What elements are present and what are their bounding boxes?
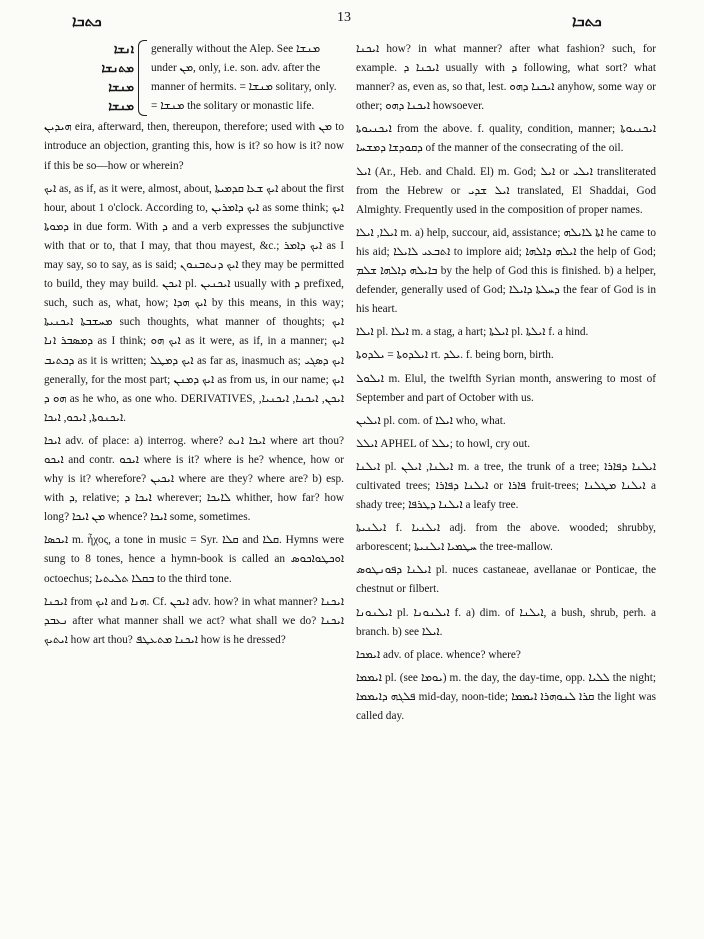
brace-form: ܐܢܫܐ: [113, 42, 134, 56]
dictionary-entry: ܐܝܟ as, as if, as it were, almost, about, ܐܝܟ ܫܥܐ ܩܕܡܝܬܐ about the first hour, about 1 o'clock. According to, ܐܝܟ ܕܐܡܪܝܢ as some think; ܐܝܟ ܕܡܘܬܐ in due form. With ܕ and a verb expresses the subjunctive with that or to, that I may, that thou mayest, &c.; ܐܝܟ ܕܐܡܪ as I may say, so to say, as is said; ܐܝܟ ܕܢܬܒܢܘܢ they may be permitted to build, they may build. ܐܝܟܢ pl. ܐܝܟܢܝܢ usually with ܕ prefixed, such, such as, what, how; ܐܝܟ ܗܕܐ by this means, in this way; ܡܚܫܒܬܐ ܐܝܟܢܝܬܐ such thoughts, what manner of thoughts; ܐܝܟ ܕܡܣܒܪ ܐܢܐ as I think; ܐܝܟ ܗܘ as it were, as if, in a manner; ܐܝܟ ܕܟܬܝܒ as it is written; ܐܝܟ ܕܡܛܠ as far as, inasmuch as; ܐܝܟ ܕܣܓܝ generally, for the most part; ܐܝܟ ܕܡܢܢ as from us, in our name; ܐܝܟ ܗܘ ܕ as he who, as one who. DERIVATIVES, ܐܝܟܢ, ܐܝܟܢܐ, ܐܝܟܢܝܐ, ܐܝܟܢܘܬܐ, ܐܝܟܘ, ܐܝܟܐ.: [44, 182, 345, 424]
dictionary-entry: ܐܝܠܢܐ pl. ܐܝܠܢܐ, ܐܝܠܢ m. a tree, the trunk of a tree; ܐܝܠܢܐ ܕܦܐܪܐ cultivated trees; ܐܝܠܢܐ ܕܦܐܪܐ or ܦܐܪܐ fruit-trees; ܐܝܠܢܐ ܡܛܠܢܐ a shady tree; ܐܝܠܢܐ ܕܛܪܦܐ a leafy tree.: [356, 460, 656, 512]
brace-description: generally without the Alep. See ܡܢܫܐ under ܡܢ, only, i.e. son. adv. after the manner of hermits. = ܡܢܫܐ solitary, only. = ܡܢܫܐ the solitary or monastic life.: [151, 43, 337, 113]
dictionary-entry: ܐܝܟܣܐ m. ἦχος, a tone in music = Syr. ܩܠܐ and ܩܠܐ. Hymns were sung to 8 tones, hence a hymn-book is called an ܐܘܟܛܘܐܟܘܣ octoechus; ܒܩܠܐ ܬܠܝܬܝܐ to the third tone.: [44, 534, 344, 585]
dictionary-entry: ܐܝܠܢܐ ܕܦܘܢܛܘܣ pl. nuces castaneae, avellanae or Ponticae, the chestnut or filbert.: [356, 564, 656, 596]
page-number: 13: [337, 10, 351, 25]
dictionary-entry: ܐܝܟܐ adv. of place: a) interrog. where? ܐܝܟܐ ܐܢܬ where art thou? ܐܝܟܘ and contr. ܐܝܟܘ where is it? where is he? whence, how or why is it? wherefore? ܐܝܟܝܢ where are they? where are? b) esp. with ܕ, relative; ܐܝܟܐ ܕ wherever; ܠܐܝܟܐ whither, how far? how long? ܡܢ ܐܝܟܐ whence? ܐܝܟܐ some, sometimes.: [44, 434, 345, 524]
dictionary-entry: ܗܝܕܝܢ eira, afterward, then, thereupon, therefore; used with ܡܢ to introduce an objection, granting this, how is it? so how is it? now if this be so—how or wherein?: [44, 121, 344, 172]
left-column: [44, 40, 344, 654]
brace-form: ܡܢܫܐ: [108, 80, 134, 95]
dictionary-entry: ܐܝܠܐ, ܐܝܠܐ m. a) help, succour, aid, assistance; ܐܬܐ ܠܐܝܠܗ he came to his aid; ܐܬܒܥܝ ܠܐܝܠܐ to implore aid; ܐܝܠܗ ܕܐܠܗܐ the help of God; ܒܐܝܠܗ ܕܐܠܗܐ ܫܠܡ by the help of God this is finished. b) a helper, defender, generally used of God; ܕܚܠܬܐ ܕܐܝܠܐ the fear of God is in his heart.: [356, 226, 656, 316]
dictionary-entry: ܐܝܠܕܘܬܐ = ܝܠܕܘܬܐ rt. ܝܠܕ. f. being born, birth.: [356, 349, 554, 362]
dictionary-entry: ܐܝܡܟܐ adv. of place. whence? where?: [356, 648, 521, 661]
brace-forms: [44, 40, 138, 116]
right-column: [356, 40, 656, 730]
running-head-right: ܟܬܒܐ: [572, 12, 602, 30]
dictionary-entry: ܐܝܟܢܝܘܬܐ from the above. f. quality, condition, manner; ܐܝܟܢܝܘܬܐ ܕܩܘܕܫܐ ܕܡܫܚܐ of the manner of the consecrating of the oil.: [356, 123, 656, 155]
dictionary-entry: ܐܝܠܠ APHEL of ܝܠܠ; to howl, cry out.: [356, 437, 531, 450]
dictionary-entry: ܐܝܠܘܠ m. Elul, the twelfth Syrian month, answering to most of September and part of October with us.: [356, 372, 656, 404]
dictionary-entry: ܐܝܡܡܐ pl. (see ܝܘܡܐ) m. the day, the day-time, opp. ܠܠܝܐ the night; ܦܠܓܗ ܕܐܝܡܡܐ mid-day, noon-tide; ܩܪܐ ܠܢܘܗܪܐ ܐܝܡܡܐ the light was called day.: [356, 671, 656, 722]
dictionary-entry: ܐܝܟܢܐ how? in what manner? after what fashion? such, for example. ܐܝܟܢܐ ܕ usually with ܕ following, what sort? what manner? as, even as, so that, lest. ܐܝܟܢܐ ܕܗܘ anyhow, some way or other; ܐܝܟܢܐ ܕܗܘ howsoever.: [356, 43, 657, 113]
dictionary-entry: ܐܝܟܢܐ from ܐܝܟ and ܗܢܐ. Cf. ܐܝܟܢ adv. how? in what manner? ܐܝܟܢܐ ܢܥܒܕ after what manner shall we act? what shall we do? ܐܝܟܢܐ ܐܝܬܝܟ how art thou? ܐܝܟܢܐ ܡܬܥܛܦ how is he dressed?: [44, 595, 345, 646]
dictionary-entry: ܐܝܠܐ pl. ܐܝܠܐ m. a stag, a hart; ܐܝܠܬܐ pl. ܐܝܠܬܐ f. a hind.: [356, 326, 589, 339]
running-head-left: ܟܬܒܐ: [72, 12, 102, 30]
dictionary-entry: ܐܝܠ (Ar., Heb. and Chald. El) m. God; ܐܝܠ or ܐܝܠܝ transliterated from the Hebrew or ܐܝܠ ܫܕܝ translated, El Shaddai, God Almighty. Frequently used in the composition of proper names.: [356, 165, 656, 216]
dictionary-entry: ܐܝܠܢܘܢܐ pl. ܐܝܠܢܘܢܐ f. a) dim. of ܐܝܠܢܐ, a bush, shrub, perh. a branch. b) see ܐܝܠܐ.: [356, 606, 657, 638]
brace-line: [138, 40, 147, 116]
brace-entry: [44, 40, 344, 116]
dictionary-entry: ܐܝܠܢܝܬܐ f. ܐܝܠܢܝܐ adj. from the above. wooded; shrubby, arborescent; ܚܛܡܝܐ ܐܝܠܢܝܬܐ the tree-mallow.: [356, 522, 656, 554]
brace-form: ܡܢܫܐ: [108, 99, 134, 114]
dictionary-entry: ܐܝܠܝܢ pl. com. of ܐܝܠܐ who, what.: [356, 414, 506, 427]
brace-form: ܡܬܢܫܐ: [101, 61, 134, 76]
page-header: [0, 8, 704, 34]
